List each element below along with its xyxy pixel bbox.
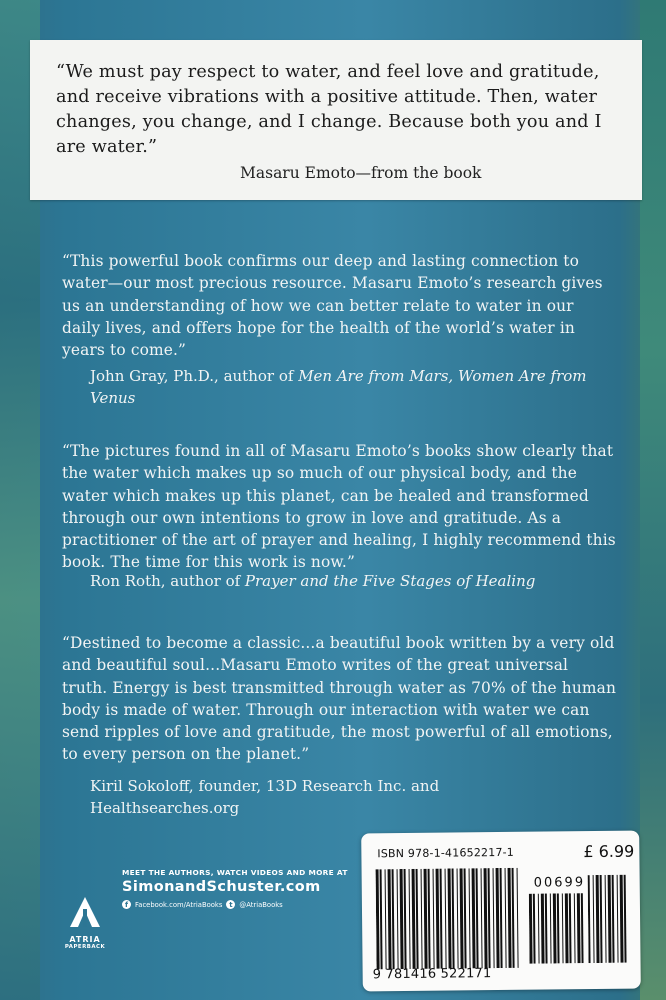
- publisher-promo: [122, 868, 362, 909]
- barcode-bar: [517, 868, 519, 968]
- barcode-bar: [493, 868, 495, 968]
- barcode-bar: [428, 869, 431, 969]
- barcode-bar: [608, 875, 612, 963]
- barcode-bar: [421, 869, 423, 969]
- barcode-bar: [412, 869, 416, 969]
- twitter-link[interactable]: @AtriaBooks: [239, 900, 283, 909]
- barcode-bar: [508, 868, 512, 968]
- endorsement-attribution-1: [90, 365, 610, 409]
- twitter-icon: t: [226, 900, 235, 909]
- endorsement-quote-3: “Destined to become a classic...a beautiful book written by a very old and beautiful soul...Masaru Emoto writes of the great universal truth. Energy is best transmitted through water as 70% of the human body is made of water. Through our interaction with water we can send ripples of love and gratitude, the most powerful of all emotions, to every person on the planet.”: [62, 634, 617, 764]
- barcode-bar: [565, 893, 569, 963]
- add-on-code: 00699: [533, 875, 586, 891]
- barcode-bar: [385, 869, 387, 969]
- barcode-bar: [445, 869, 447, 969]
- barcode-bar: [596, 875, 600, 963]
- barcode-bar: [505, 868, 507, 968]
- barcode-bar: [416, 869, 419, 969]
- ean-digits: 9 781416 522171: [372, 966, 492, 983]
- barcode-bar: [553, 893, 557, 963]
- barcode-bar: [469, 868, 471, 968]
- barcode-bar: [464, 868, 467, 968]
- barcode-bar: [448, 869, 452, 969]
- barcode-bar: [533, 894, 536, 964]
- featured-quote-text: “We must pay respect to water, and feel love and gratitude, and receive vibrations with a positive attitude. Then, water changes, you change, and I change. Because both you and I are water.”: [56, 62, 602, 157]
- barcode-bar: [529, 894, 533, 964]
- atria-ap-icon: [68, 895, 102, 929]
- barcode-bar: [376, 869, 380, 969]
- barcode-bar: [569, 893, 572, 963]
- barcode-bar: [581, 893, 584, 963]
- barcode-bar: [488, 868, 491, 968]
- barcode-bar: [496, 868, 500, 968]
- endorsement-attribution-2: [90, 570, 610, 592]
- barcode-bar: [481, 868, 483, 968]
- barcode-bar: [404, 869, 407, 969]
- barcode-bar: [380, 869, 383, 969]
- attribution-text: Ron Roth, author of: [90, 572, 245, 590]
- publisher-website-link[interactable]: SimonandSchuster.com: [122, 879, 321, 895]
- barcode-bar: [593, 875, 595, 963]
- barcode-bar: [574, 893, 576, 963]
- atria-logo: [60, 895, 110, 950]
- barcode-bar: [612, 875, 615, 963]
- price-label: £ 6.99: [583, 841, 635, 862]
- barcode-bar: [436, 869, 440, 969]
- publisher-imprint: PAPERBACK: [64, 944, 106, 950]
- endorsement-quote-1: “This powerful book confirms our deep and lasting connection to water—our most precious resource. Masaru Emoto’s research gives us an understanding of how we can better relate to water in our daily lives, and offers hope for the health of the world’s water in years to come.”: [62, 252, 603, 360]
- endorsement-quote-2: “The pictures found in all of Masaru Emoto’s books show clearly that the water which makes up so much of our physical body, and the water which makes up this planet, can be healed and transformed through our own intentions to grow in love and gratitude. As a practitioner of the art of prayer and healing, I highly recommend this book. The time for this work is now.”: [62, 442, 616, 572]
- featured-quote-attribution: Masaru Emoto—from the book: [240, 164, 482, 182]
- barcode-bar: [620, 875, 624, 963]
- barcode-bar: [600, 875, 603, 963]
- barcode-bar: [577, 893, 581, 963]
- publisher-name: ATRIA: [69, 935, 101, 944]
- barcode-bar: [424, 869, 428, 969]
- featured-quote-box: [30, 40, 642, 200]
- barcode-bar: [472, 868, 476, 968]
- book-title: Prayer and the Five Stages of Healing: [244, 572, 536, 590]
- endorsement-attribution-3: Kiril Sokoloff, founder, 13D Research Inc. and Healthsearches.org: [90, 777, 440, 817]
- barcode-bar: [588, 875, 591, 963]
- barcode-bar: [624, 875, 627, 963]
- isbn-label: ISBN 978-1-41652217-1: [377, 845, 515, 861]
- barcode-bar: [388, 869, 392, 969]
- price-barcode-sticker: [361, 831, 641, 992]
- barcode-bar: [545, 894, 548, 964]
- page-edge-right: [640, 0, 666, 1000]
- barcode-bar: [400, 869, 404, 969]
- barcode-bar: [550, 893, 552, 963]
- price-barcode: [588, 875, 629, 963]
- facebook-icon: f: [122, 900, 131, 909]
- barcode-bar: [605, 875, 607, 963]
- barcode-bar: [617, 875, 619, 963]
- facebook-link[interactable]: Facebook.com/AtriaBooks: [135, 900, 223, 909]
- social-links: [122, 900, 362, 909]
- barcode-bar: [452, 868, 455, 968]
- barcode-bar: [397, 869, 399, 969]
- barcode-bar: [541, 894, 545, 964]
- barcode-bar: [484, 868, 488, 968]
- barcode-bar: [440, 869, 443, 969]
- ean-barcode: [376, 868, 522, 972]
- barcode-bar: [538, 894, 540, 964]
- barcode-bar: [557, 893, 560, 963]
- barcode-bar: [457, 868, 459, 968]
- add-on-barcode: [529, 893, 586, 964]
- barcode-bar: [433, 869, 435, 969]
- barcode-bar: [460, 868, 464, 968]
- book-title: Men Are from Mars, Women Are from Venus: [90, 367, 587, 407]
- barcode-bar: [562, 893, 564, 963]
- barcode-bar: [476, 868, 479, 968]
- barcode-bar: [392, 869, 395, 969]
- promo-tagline: MEET THE AUTHORS, WATCH VIDEOS AND MORE AT: [122, 868, 348, 877]
- barcode-bar: [500, 868, 503, 968]
- attribution-text: John Gray, Ph.D., author of: [90, 367, 299, 385]
- barcode-bar: [409, 869, 411, 969]
- barcode-bar: [512, 868, 515, 968]
